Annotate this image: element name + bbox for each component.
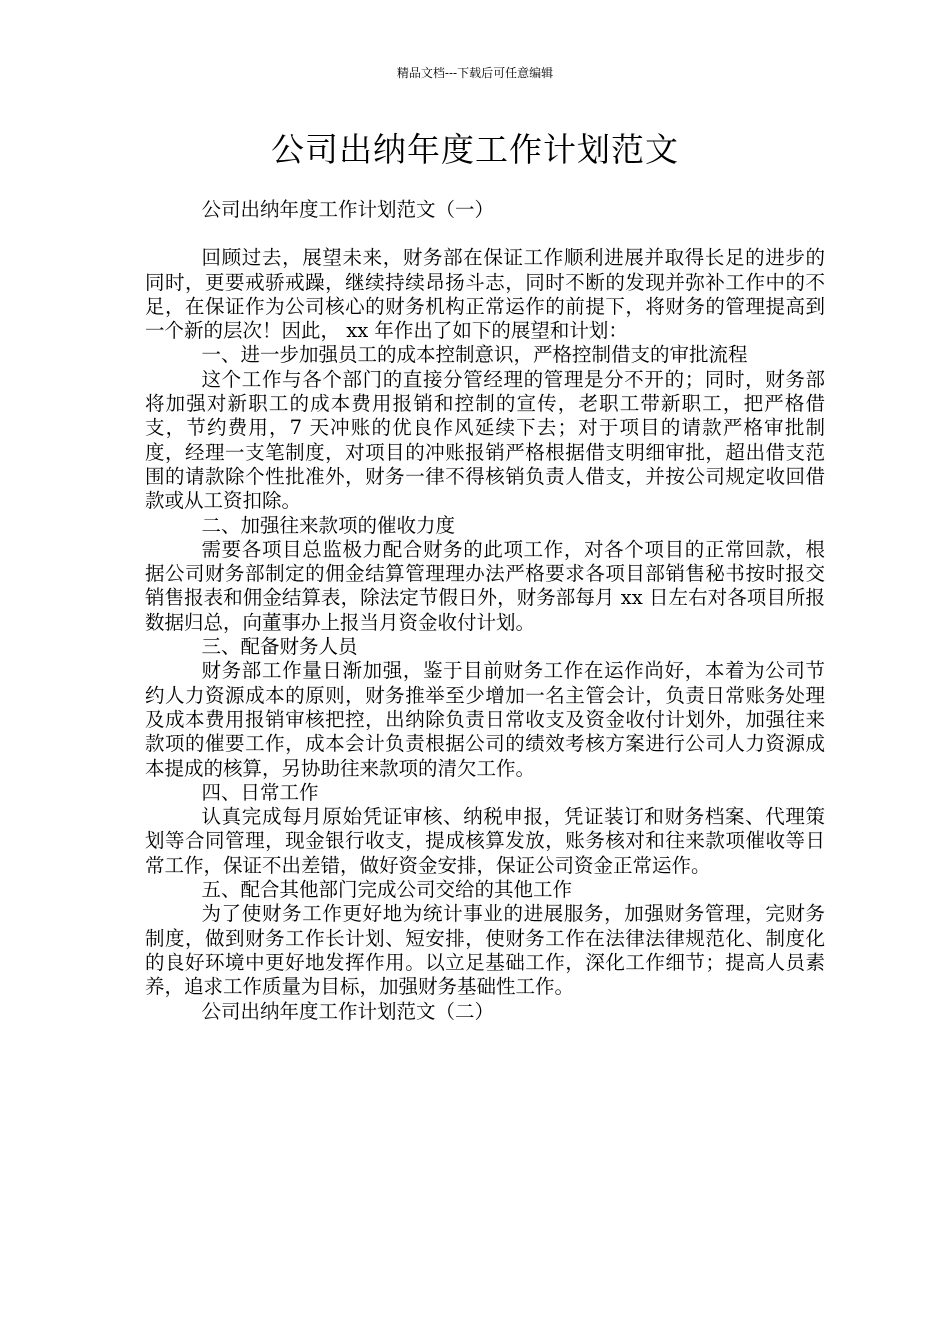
heading-4: 四、日常工作	[201, 780, 319, 804]
heading-3: 三、配备财务人员	[201, 635, 358, 659]
heading-1: 一、进一步加强员工的成本控制意识，严格控制借支的审批流程	[201, 343, 748, 367]
heading-2: 二、加强往来款项的催收力度	[201, 513, 456, 537]
paragraph-intro: 回顾过去，展望未来，财务部在保证工作顺利进展并取得长足的进步的同时，更要戒骄戒躁，继续持续昂扬斗志，同时不断的发现并弥补工作中的不足，在保证作为公司核心的财务机构正常运作的前提下，将财务的管理提高到一个新的层次！因此， xx 年作出了如下的展望和计划：	[145, 246, 825, 343]
paragraph-4: 认真完成每月原始凭证审核、纳税申报，凭证装订和财务档案、代理策划等合同管理，现金银行收支，提成核算发放，账务核对和往来款项催收等日常工作，保证不出差错，做好资金安排，保证公司资金正常运作。	[145, 805, 825, 877]
section-subtitle: 公司出纳年度工作计划范文（一）	[201, 198, 495, 221]
paragraph-1: 这个工作与各个部门的直接分管经理的管理是分不开的；同时，财务部将加强对新职工的成本费用报销和控制的宣传，老职工带新职工，把严格借支，节约费用，7 天冲账的优良作风延续下去；对于项目的请款严格审批制度，经理一支笔制度，对项目的冲账报销严格根据借支明细审批，超出借支范围的请款除个性批准外，财务一律不得核销负责人借支，并按公司规定收回借款或从工资扣除。	[145, 367, 825, 513]
paragraph-2: 需要各项目总监极力配合财务的此项工作，对各个项目的正常回款，根据公司财务部制定的佣金结算管理理办法严格要求各项目部销售秘书按时报交销售报表和佣金结算表，除法定节假日外，财务部每月 xx 日左右对各项目所报数据归总，向董事办上报当月资金收付计划。	[145, 537, 825, 634]
section-subtitle-2: 公司出纳年度工作计划范文（二）	[201, 999, 495, 1023]
document-title: 公司出纳年度工作计划范文	[271, 130, 679, 169]
document-body	[145, 198, 825, 1024]
paragraph-3: 财务部工作量日渐加强，鉴于目前财务工作在运作尚好，本着为公司节约人力资源成本的原则，财务推举至少增加一名主管会计，负责日常账务处理及成本费用报销审核把控，出纳除负责日常收支及资金收付计划外，加强往来款项的催要工作，成本会计负责根据公司的绩效考核方案进行公司人力资源成本提成的核算，另协助往来款项的清欠工作。	[145, 659, 825, 780]
heading-5: 五、配合其他部门完成公司交给的其他工作	[201, 878, 573, 902]
paragraph-5: 为了使财务工作更好地为统计事业的进展服务，加强财务管理，完财务制度，做到财务工作长计划、短安排，使财务工作在法律法律规范化、制度化的良好环境中更好地发挥作用。以立足基础工作，深化工作细节；提高人员素养，追求工作质量为目标，加强财务基础性工作。	[145, 902, 825, 999]
page-header: 精品文档---下载后可任意编辑	[396, 66, 554, 80]
